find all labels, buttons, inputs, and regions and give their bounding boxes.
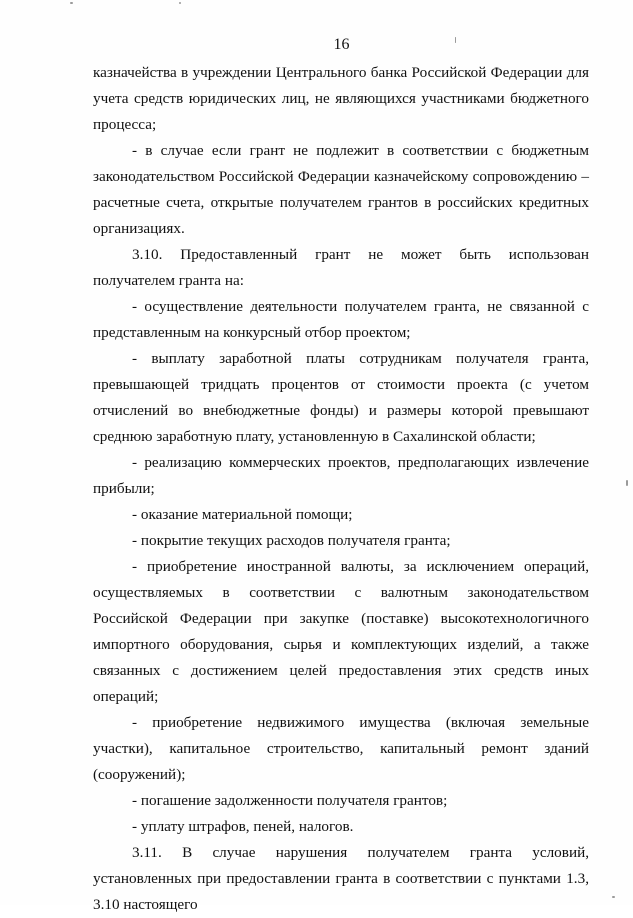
document-body <box>93 60 589 918</box>
scan-speck <box>455 37 456 43</box>
page-number: 16 <box>333 36 350 53</box>
list-item-debt-repayment: - погашение задолженности получателя грантов; <box>132 792 448 809</box>
scan-speck <box>70 2 73 4</box>
list-item-commercial-projects: - реализацию коммерческих проектов, предполагающих извлечение прибыли; <box>93 454 589 497</box>
list-item-fines-taxes: - уплату штрафов, пеней, налогов. <box>132 818 354 835</box>
list-item-salary-payments: - выплату заработной платы сотрудникам получателя гранта, превышающей тридцать процентов от стоимости проекта (с учетом отчислений во внебюджетные фонды) и размеры которой превышают среднюю заработную плату, установленную в Сахалинской области; <box>93 350 589 445</box>
list-item-foreign-currency: - приобретение иностранной валюты, за исключением операций, осуществляемых в соответствии с валютным законодательством Российской Федерации при закупке (поставке) высокотехнологичного импортного оборудования, сырья и комплектующих изделий, а также связанных с достижением целей предоставления этих средств иных операций; <box>93 558 589 705</box>
list-item-real-estate: - приобретение недвижимого имущества (включая земельные участки), капитальное строительство, капитальный ремонт зданий (сооружений); <box>93 714 589 783</box>
paragraph-settlement-accounts: - в случае если грант не подлежит в соответствии с бюджетным законодательством Российской Федерации казначейскому сопровождению – расчетные счета, открытые получателем грантов в российских кредитных организациях. <box>93 142 589 237</box>
paragraph-treasury-accounts-continuation: казначейства в учреждении Центрального банка Российской Федерации для учета средств юридических лиц, не являющихся участниками бюджетного процесса; <box>93 64 589 133</box>
paragraph-section-3-11: 3.11. В случае нарушения получателем гранта условий, установленных при предоставлении гранта в соответствии с пунктами 1.3, 3.10 настоящего <box>93 844 589 913</box>
scan-speck <box>612 896 615 898</box>
list-item-unrelated-activity: - осуществление деятельности получателем гранта, не связанной с представленным на конкурсный отбор проектом; <box>93 298 589 341</box>
list-item-current-expenses: - покрытие текущих расходов получателя гранта; <box>132 532 451 549</box>
paragraph-section-3-10: 3.10. Предоставленный грант не может быть использован получателем гранта на: <box>93 246 589 289</box>
list-item-material-assistance: - оказание материальной помощи; <box>132 506 353 523</box>
scan-speck <box>626 480 628 486</box>
scan-speck <box>179 2 181 4</box>
